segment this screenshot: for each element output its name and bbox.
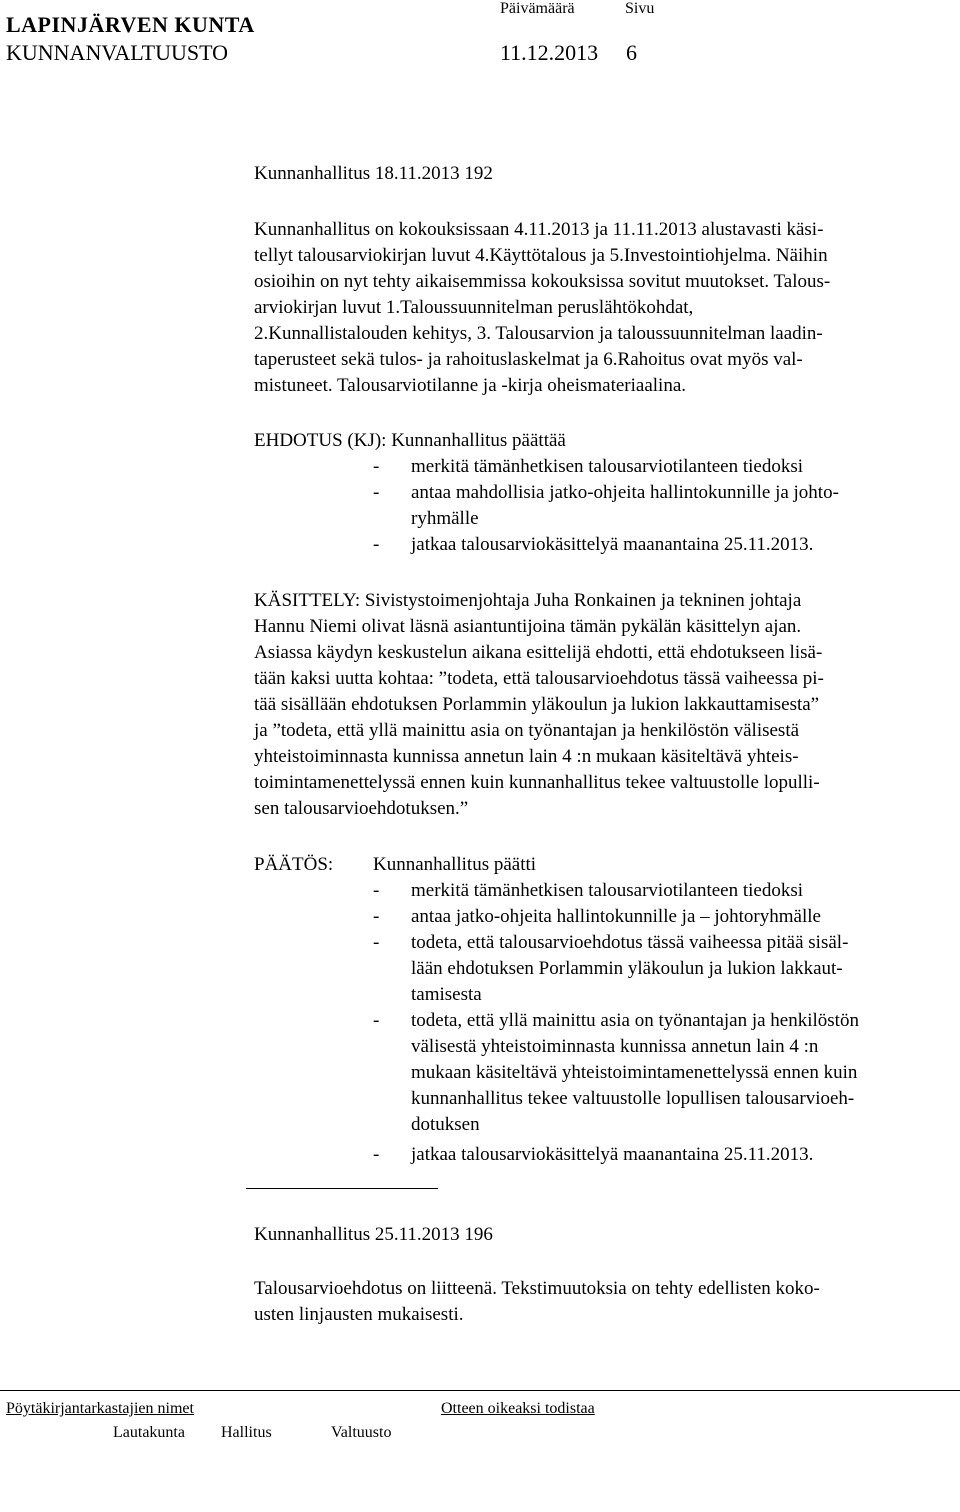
board-label-valtuusto: Valtuusto — [331, 1424, 392, 1441]
list-dash: - — [373, 880, 380, 901]
paragraph-line: Talousarvioehdotus on liitteenä. Tekstimuutoksia on tehty edellisten koko- — [254, 1278, 820, 1299]
organization-name: LAPINJÄRVEN KUNTA — [6, 12, 255, 37]
date-value: 11.12.2013 — [500, 40, 599, 65]
paragraph-line: toimintamenettelyssä ennen kuin kunnanhallitus tekee valtuustolle lopulli- — [254, 772, 820, 793]
paragraph-line: mistuneet. Talousarviotilanne ja -kirja oheismateriaalina. — [254, 375, 687, 396]
paragraph-line: tellyt talousarviokirjan luvut 4.Käyttötalous ja 5.Investointiohjelma. Näihin — [254, 245, 828, 266]
section-heading-25-11: Kunnanhallitus 25.11.2013 196 — [254, 1224, 493, 1245]
council-name: KUNNANVALTUUSTO — [6, 40, 229, 65]
paragraph-line: tään kaksi uutta kohtaa: ”todeta, että talousarvioehdotus tässä vaiheessa pi- — [254, 668, 824, 689]
page-label: Sivu — [625, 0, 655, 17]
signers-label: Pöytäkirjantarkastajien nimet — [6, 1400, 194, 1417]
proposal-item: antaa mahdollisia jatko-ohjeita hallintokunnille ja johto- — [411, 482, 839, 503]
list-dash: - — [373, 906, 380, 927]
decision-item: jatkaa talousarviokäsittelyä maanantaina 25.11.2013. — [411, 1144, 814, 1165]
paragraph-line: yhteistoiminnasta kunnissa annetun lain 4 :n mukaan käsiteltävä yhteis- — [254, 746, 799, 767]
board-label-hallitus: Hallitus — [221, 1424, 272, 1441]
footer-divider — [0, 1390, 960, 1391]
decision-item-continued: lään ehdotuksen Porlammin yläkoulun ja lukion lakkaut- — [411, 958, 843, 979]
paragraph-line: 2.Kunnallistalouden kehitys, 3. Talousarvion ja taloussuunnitelman laadin- — [254, 323, 823, 344]
decision-heading: Kunnanhallitus päätti — [373, 854, 537, 875]
list-dash: - — [373, 482, 380, 503]
decision-item: todeta, että talousarvioehdotus tässä vaiheessa pitää sisäl- — [411, 932, 849, 953]
proposal-heading: EHDOTUS (KJ): Kunnanhallitus päättää — [254, 430, 566, 451]
paragraph-line: tää sisällään ehdotuksen Porlammin yläkoulun ja lukion lakkauttamisesta” — [254, 694, 820, 715]
paragraph-line: usten linjausten mukaisesti. — [254, 1304, 464, 1325]
decision-item-continued: mukaan käsiteltävä yhteistoimintamenettelyssä ennen kuin — [411, 1062, 858, 1083]
decision-item: antaa jatko-ohjeita hallintokunnille ja – johtoryhmälle — [411, 906, 821, 927]
list-dash: - — [373, 1010, 380, 1031]
paragraph-line: ja ”todeta, että yllä mainittu asia on työnantajan ja henkilöstön välisestä — [254, 720, 800, 741]
page-number: 6 — [626, 40, 637, 65]
separator-line — [246, 1188, 438, 1189]
paragraph-line: sen talousarvioehdotuksen.” — [254, 798, 469, 819]
paragraph-line: arviokirjan luvut 1.Taloussuunnitelman peruslähtökohdat, — [254, 297, 694, 318]
list-dash: - — [373, 456, 380, 477]
proposal-item: merkitä tämänhetkisen talousarviotilanteen tiedoksi — [411, 456, 804, 477]
board-label-lautakunta: Lautakunta — [113, 1424, 185, 1441]
decision-item: todeta, että yllä mainittu asia on työnantajan ja henkilöstön — [411, 1010, 859, 1031]
paragraph-line: KÄSITTELY: Sivistystoimenjohtaja Juha Ronkainen ja tekninen johtaja — [254, 590, 802, 611]
paragraph-line: osioihin on nyt tehty aikaisemmissa kokouksissa sovitut muutokset. Talous- — [254, 271, 831, 292]
decision-item-continued: kunnanhallitus tekee valtuustolle lopullisen talousarvioeh- — [411, 1088, 855, 1109]
decision-item-continued: välisestä yhteistoiminnasta kunnissa annetun lain 4 :n — [411, 1036, 819, 1057]
list-dash: - — [373, 932, 380, 953]
decision-label: PÄÄTÖS: — [254, 854, 334, 875]
decision-item: merkitä tämänhetkisen talousarviotilanteen tiedoksi — [411, 880, 804, 901]
proposal-item: jatkaa talousarviokäsittelyä maanantaina 25.11.2013. — [411, 534, 814, 555]
section-heading-18-11: Kunnanhallitus 18.11.2013 192 — [254, 163, 493, 184]
paragraph-line: Kunnanhallitus on kokouksissaan 4.11.2013 ja 11.11.2013 alustavasti käsi- — [254, 219, 824, 240]
decision-item-continued: tamisesta — [411, 984, 482, 1005]
list-dash: - — [373, 534, 380, 555]
extract-certified-label: Otteen oikeaksi todistaa — [441, 1400, 595, 1417]
paragraph-line: taperusteet sekä tulos- ja rahoituslaskelmat ja 6.Rahoitus ovat myös val- — [254, 349, 803, 370]
date-label: Päivämäärä — [500, 0, 575, 17]
proposal-item-continued: ryhmälle — [411, 508, 479, 529]
decision-item-continued: dotuksen — [411, 1114, 480, 1135]
paragraph-line: Asiassa käydyn keskustelun aikana esittelijä ehdotti, että ehdotukseen lisä- — [254, 642, 823, 663]
list-dash: - — [373, 1144, 380, 1165]
paragraph-line: Hannu Niemi olivat läsnä asiantuntijoina tämän pykälän käsittelyn ajan. — [254, 616, 802, 637]
